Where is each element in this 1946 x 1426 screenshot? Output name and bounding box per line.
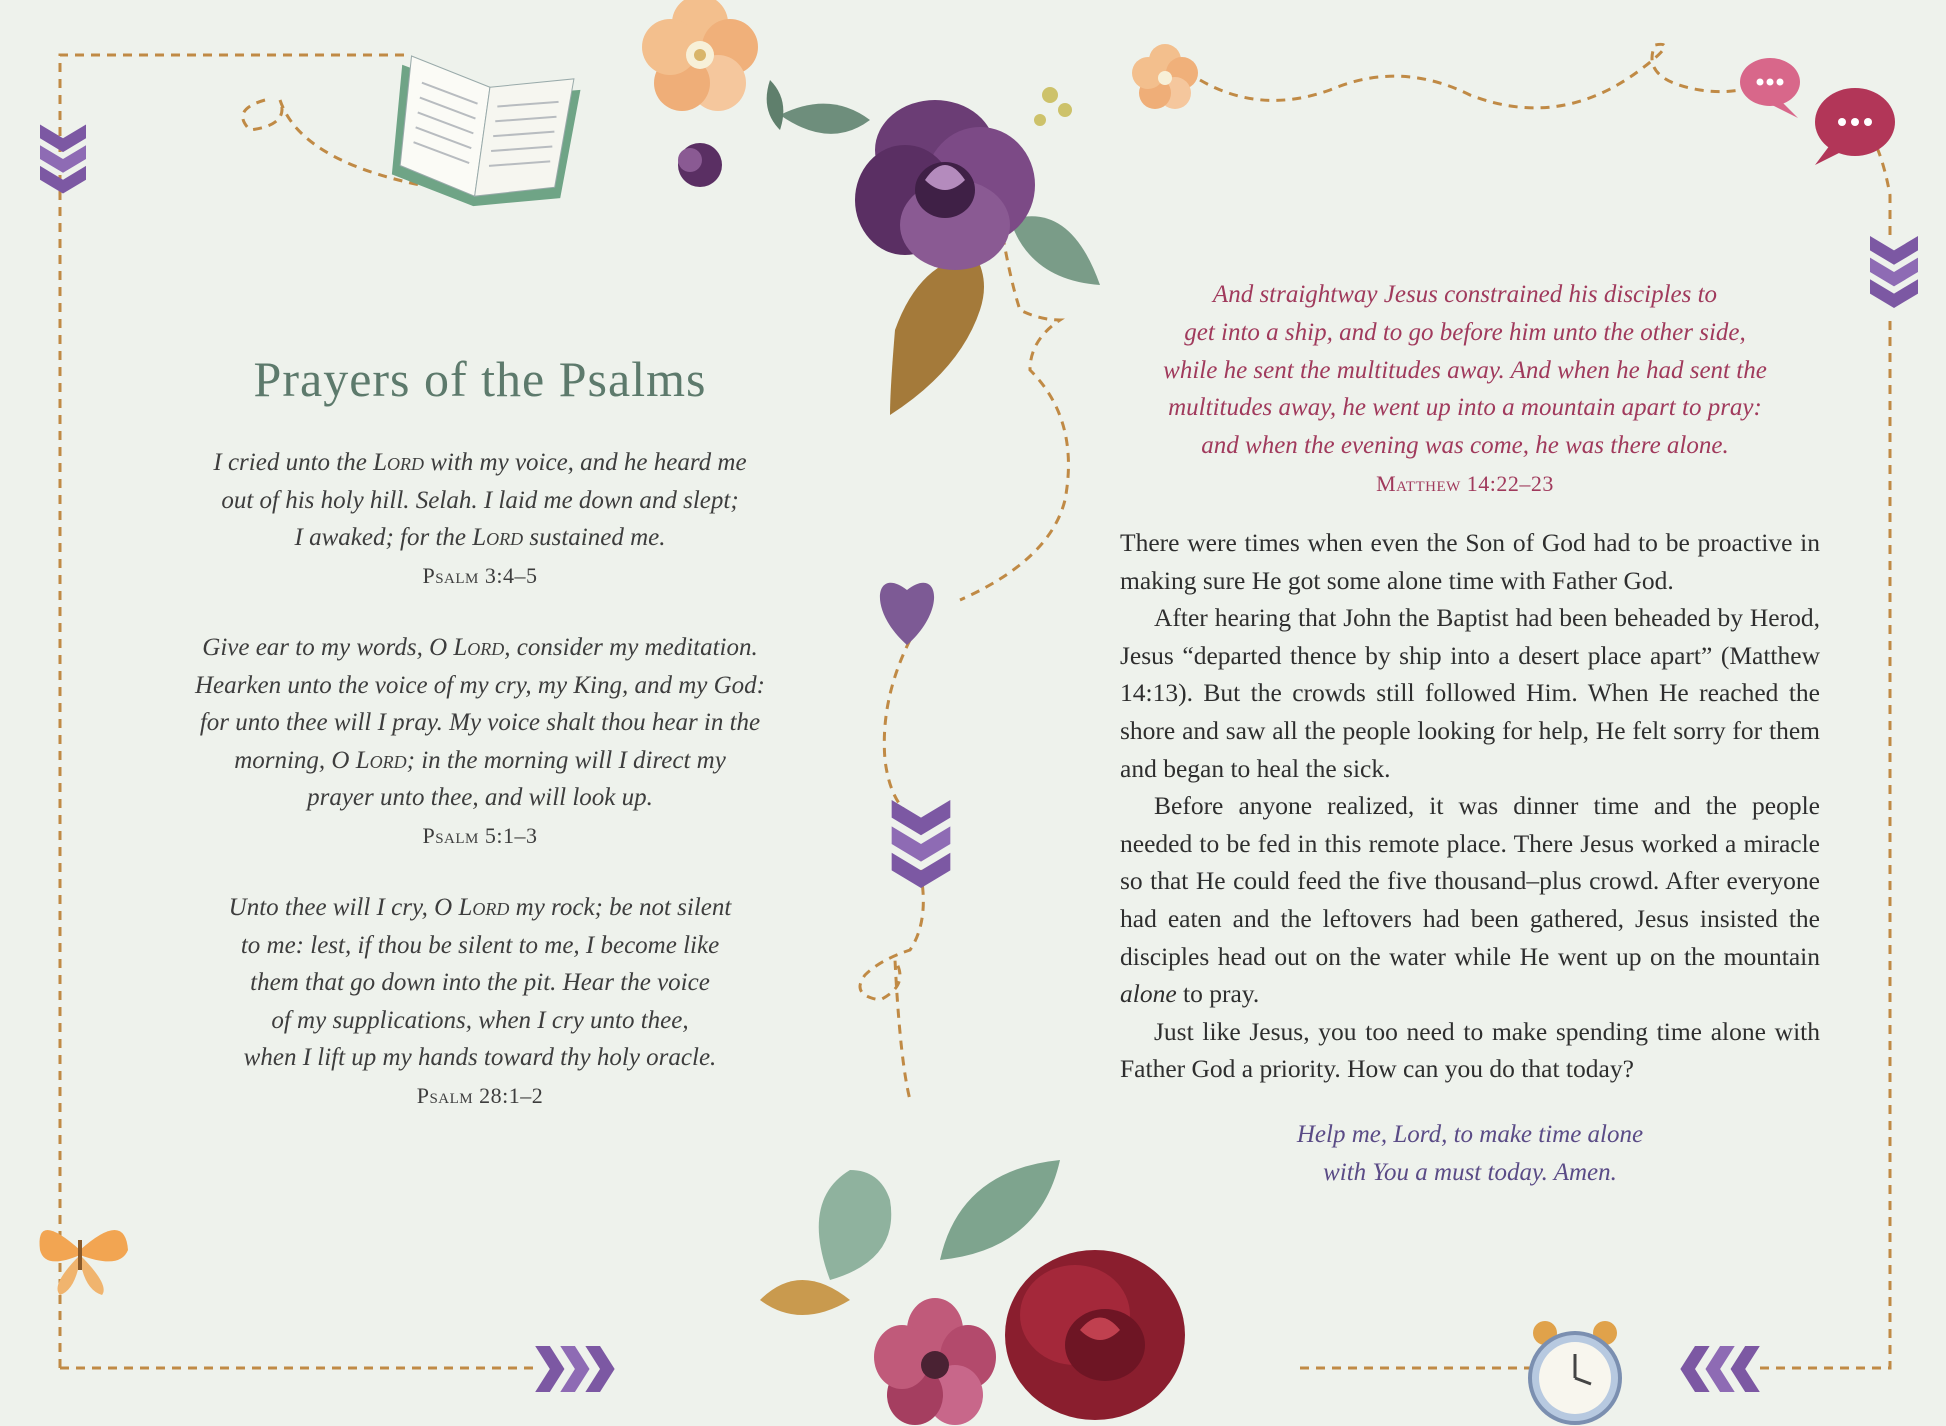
small-caps-word: Lord [458,894,510,921]
scripture-reference: Matthew 14:22–23 [1376,470,1554,496]
chevron-down-icon [1870,236,1918,308]
flower-icon [678,143,722,187]
psalm-block [150,629,810,855]
flower-icon [642,0,758,111]
alarm-clock-icon [1530,1321,1620,1423]
flower-icon [874,1298,996,1425]
heart-icon [880,583,934,645]
scripture-verse: And straightway Jesus constrained his disciples to get into a ship, and to go before him unto the other side, while he sent the multitudes away. And when he had sent the multitudes away, he went up into a mountain apart to pray: and when the evening was come, he was there alone. [1163,281,1767,460]
open-bible-icon [384,55,582,219]
speech-bubble-icon [1740,58,1895,165]
scripture-quote [1100,276,1830,503]
devotional-body [1120,524,1820,1088]
psalm-verse: I cried unto the Lord with my voice, and he heard me out of his holy hill. Selah. I laid me down and slept; I awaked; for the Lord sustained me. [213,449,747,552]
body-paragraph: There were times when even the Son of God had to be proactive in making sure He got some alone time with Father God. [1120,528,1820,595]
psalm-block [150,889,810,1115]
psalm-verse: Give ear to my words, O Lord, consider my meditation. Hearken unto the voice of my cry, my King, and my God: for unto thee will I pray. My voice shalt thou hear in the morning, O Lord; in the morning will I direct my prayer unto thee, and will look up. [195,634,765,812]
psalm-block [150,444,810,594]
peony-icon [855,100,1035,270]
body-paragraph: Just like Jesus, you too need to make spending time alone with Father God a priority. How can you do that today? [1120,1016,1820,1084]
body-paragraph: After hearing that John the Baptist had been beheaded by Herod, Jesus “departed thence by ship into a desert place apart” (Matthew 14:13). But the crowds still followed Him. When He reached the shore and saw all the people looking for help, He felt sorry for them and began to heal the sick. [1120,603,1820,783]
page-title: Prayers of the Psalms [253,351,707,407]
leaf-icon [760,1160,1060,1315]
chevron-down-icon [40,125,86,194]
small-caps-word: Lord [373,449,424,476]
psalm-reference: Psalm 3:4–5 [422,562,538,588]
chevron-down-icon [892,800,951,888]
flower-icon [1132,44,1198,109]
psalm-verse: Unto thee will I cry, O Lord my rock; be not silent to me: lest, if thou be silent to me, I become like them that go down into the pit. Hear the voice of my supplications, when I cry unto thee, when I lift up my hands toward thy holy oracle. [228,894,732,1072]
closing-prayer: Help me, Lord, to make time alone with You a must today. Amen. [1296,1121,1644,1186]
small-caps-word: Lord [453,634,505,661]
body-paragraph: Before anyone realized, it was dinner time and the people needed to be fed in this remote place. There Jesus worked a miracle so that He could feed the five thousand–plus crowd. After everyone had eaten and the leftovers had been gathered, Jesus insisted the disciples head out on the water while He went up on the mountain alone to pray. [1120,791,1820,1009]
small-caps-word: Lord [355,746,407,774]
psalm-reference: Psalm 5:1–3 [422,822,538,848]
butterfly-icon [40,1230,129,1295]
small-caps-word: Lord [472,524,524,552]
psalm-reference: Psalm 28:1–2 [416,1082,544,1108]
emphasis: alone [1120,979,1177,1009]
chevron-right-icon [535,1346,614,1392]
rose-icon [1005,1250,1185,1420]
chevron-left-icon [1680,1346,1759,1392]
